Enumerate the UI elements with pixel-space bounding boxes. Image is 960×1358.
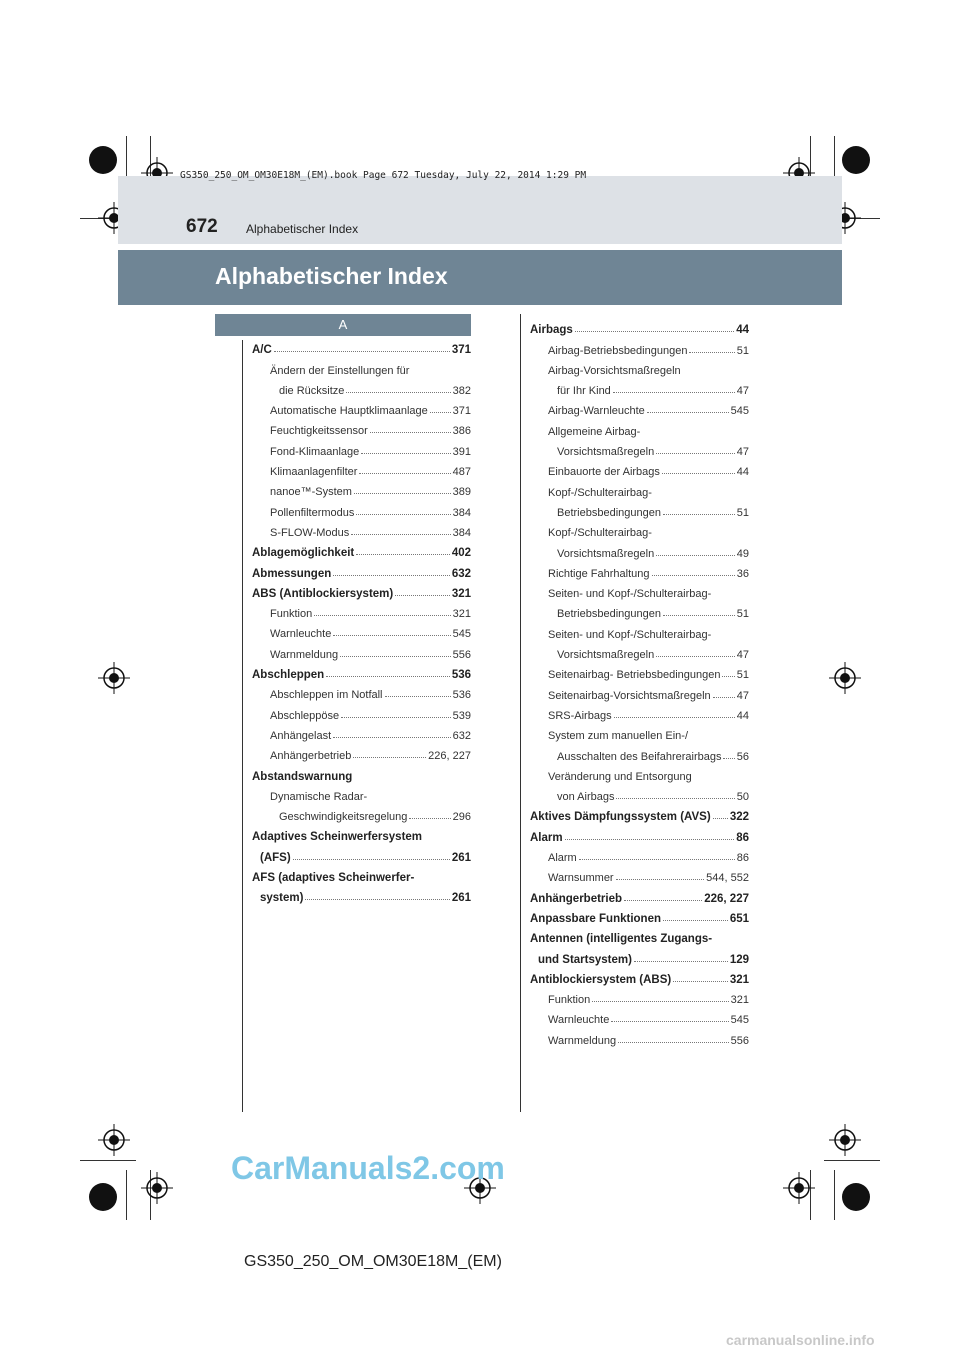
dot-leader <box>385 696 451 697</box>
header-section-title: Alphabetischer Index <box>246 222 359 236</box>
index-entry-term: für Ihr Kind <box>557 385 611 398</box>
dot-leader <box>713 697 735 698</box>
index-entry <box>530 357 749 377</box>
index-entry-term: Pollenfiltermodus <box>270 506 355 519</box>
index-entry-term: Kopf-/Schulterairbag- <box>548 527 652 540</box>
dot-leader <box>353 757 426 758</box>
crop-line <box>80 1160 136 1161</box>
index-entry <box>252 397 471 417</box>
index-entry <box>252 843 471 863</box>
index-entry-page: 47 <box>736 385 749 398</box>
index-entry <box>530 844 749 864</box>
index-entry <box>252 661 471 681</box>
dot-leader <box>662 473 735 474</box>
index-entry-term: Einbauorte der Airbags <box>548 466 660 479</box>
dot-leader <box>333 635 450 636</box>
index-entry <box>530 499 749 519</box>
index-entry-term: Anhängerbetrieb <box>270 750 352 763</box>
index-entry-term: Dynamische Radar- <box>270 790 368 803</box>
index-entry-term: Abschleppen <box>252 669 325 682</box>
index-entry <box>252 620 471 640</box>
index-entry <box>530 661 749 681</box>
dot-leader <box>333 575 450 576</box>
index-entry-term: Aktives Dämpfungssystem (AVS) <box>530 811 711 824</box>
index-entry-term: Fond-Klimaanlage <box>270 445 360 458</box>
index-entry-term: Airbag-Vorsichtsmaßregeln <box>548 364 681 377</box>
dot-leader <box>713 818 728 819</box>
index-entry-page: 556 <box>452 648 471 661</box>
index-entry <box>252 377 471 397</box>
index-entry-term: Adaptives Scheinwerfersystem <box>252 831 423 844</box>
dot-leader <box>395 595 450 596</box>
index-entry-page: 129 <box>729 953 749 966</box>
index-entry-term: Ausschalten des Beifahrerairbags <box>557 750 722 763</box>
dot-leader <box>613 392 735 393</box>
dot-leader <box>618 1042 729 1043</box>
index-entry <box>530 620 749 640</box>
index-entry-term: Vorsichtsmaßregeln <box>557 446 655 459</box>
index-entry-page: 382 <box>452 384 471 397</box>
dot-leader <box>575 331 734 332</box>
dot-leader <box>647 412 729 413</box>
index-entry <box>252 742 471 762</box>
index-entry <box>530 560 749 580</box>
index-entry-page: 56 <box>736 750 749 763</box>
index-entry <box>252 681 471 701</box>
index-entry-term: Anpassbare Funktionen <box>530 912 661 925</box>
index-entry-page: 44 <box>736 324 749 337</box>
index-entry <box>530 763 749 783</box>
index-entry <box>530 742 749 762</box>
page-title: Alphabetischer Index <box>215 263 448 289</box>
index-entry-page: 226, 227 <box>704 892 749 905</box>
index-entry-page: 536 <box>451 669 471 682</box>
dot-leader <box>305 899 449 900</box>
index-entry <box>252 823 471 843</box>
index-entry-term: Klimaanlagenfilter <box>270 466 358 479</box>
index-entry-page: 371 <box>451 344 471 357</box>
column-rule-middle <box>520 314 521 1112</box>
index-entry-page: 391 <box>452 445 471 458</box>
index-entry <box>530 945 749 965</box>
index-entry <box>530 438 749 458</box>
index-entry <box>530 722 749 742</box>
index-entry-page: 487 <box>452 466 471 479</box>
index-entry-page: 556 <box>730 1034 749 1047</box>
index-entry-term: Warnmeldung <box>270 648 339 661</box>
registration-blob-icon <box>842 1183 870 1211</box>
index-entry-page: 44 <box>736 709 749 722</box>
index-entry-page: 386 <box>452 425 471 438</box>
registration-blob-icon <box>842 146 870 174</box>
index-entry <box>252 864 471 884</box>
index-entry-term: Alarm <box>548 852 577 865</box>
registration-target-icon <box>98 662 130 694</box>
index-entry-page: 86 <box>736 852 749 865</box>
registration-target-icon <box>829 662 861 694</box>
dot-leader <box>592 1001 728 1002</box>
dot-leader <box>663 615 735 616</box>
index-entry <box>530 458 749 478</box>
index-entry-term: Geschwindigkeitsregelung <box>279 811 408 824</box>
index-entry <box>530 417 749 437</box>
watermark: CarManuals2.com <box>231 1150 505 1186</box>
index-entry <box>530 397 749 417</box>
index-entry-term: Seitenairbag- Betriebsbedingungen <box>548 669 721 682</box>
index-entry <box>252 458 471 478</box>
index-entry-term: Warnleuchte <box>548 1014 610 1027</box>
dot-leader <box>723 758 734 759</box>
dot-leader <box>611 1021 728 1022</box>
index-entry-page: 384 <box>452 526 471 539</box>
index-entry-term: ABS (Antiblockiersystem) <box>252 587 394 600</box>
index-entry-term: Betriebsbedingungen <box>557 608 661 621</box>
index-entry-page: 51 <box>736 669 749 682</box>
index-entry-page: 261 <box>451 892 471 905</box>
index-entry-page: 226, 227 <box>428 750 471 763</box>
index-entry <box>252 580 471 600</box>
dot-leader <box>616 879 705 880</box>
book-info-line: GS350_250_OM_OM30E18M_(EM).book Page 672 Tuesday, July 22, 2014 1:29 PM <box>180 170 587 181</box>
dot-leader <box>346 392 450 393</box>
index-entry-term: Veränderung und Entsorgung <box>548 770 692 783</box>
index-entry-page: 47 <box>736 649 749 662</box>
index-entry <box>252 783 471 803</box>
index-entry <box>252 437 471 457</box>
index-entry-term: A/C <box>252 344 272 357</box>
index-entry-term: Automatische Hauptklimaanlage <box>270 405 428 418</box>
index-entry-term: SRS-Airbags <box>548 709 612 722</box>
dot-leader <box>356 554 450 555</box>
index-entry-page: 321 <box>730 994 749 1007</box>
dot-leader <box>689 352 734 353</box>
index-entry-term: die Rücksitze <box>279 384 345 397</box>
index-entry-term: Funktion <box>548 994 591 1007</box>
dot-leader <box>614 717 735 718</box>
index-entry <box>252 884 471 904</box>
index-entry-term: Anhängelast <box>270 729 332 742</box>
index-entry-term: Seiten- und Kopf-/Schulterairbag- <box>548 588 712 601</box>
index-entry-term: System zum manuellen Ein-/ <box>548 730 688 743</box>
index-entry-term: Warnleuchte <box>270 628 332 641</box>
dot-leader <box>673 981 728 982</box>
index-entry-page: 321 <box>729 973 749 986</box>
index-entry-page: 632 <box>451 567 471 580</box>
crop-line <box>126 1170 127 1220</box>
index-entry-term: nanoe™-System <box>270 486 352 499</box>
dot-leader <box>341 717 451 718</box>
index-entry <box>252 356 471 376</box>
index-entry-term: Abmessungen <box>252 567 332 580</box>
index-entry-page: 261 <box>451 851 471 864</box>
index-entry <box>252 559 471 579</box>
index-entry-term: Vorsichtsmaßregeln <box>557 547 655 560</box>
index-column-left <box>252 336 471 904</box>
index-entry-term: Seiten- und Kopf-/Schulterairbag- <box>548 628 712 641</box>
index-entry-term: Funktion <box>270 608 313 621</box>
index-entry-term: S-FLOW-Modus <box>270 526 350 539</box>
index-entry <box>252 519 471 539</box>
dot-leader <box>663 514 735 515</box>
index-entry-term: von Airbags <box>557 791 615 804</box>
index-entry-term: Airbag-Betriebsbedingungen <box>548 344 688 357</box>
index-entry-term: Abstandswarnung <box>252 770 353 783</box>
index-entry <box>252 762 471 782</box>
crop-line <box>834 1170 835 1220</box>
index-entry-term: Feuchtigkeitssensor <box>270 425 368 438</box>
index-entry-page: 49 <box>736 547 749 560</box>
dot-leader <box>663 920 728 921</box>
section-letter-bar: A <box>215 314 471 336</box>
watermark-secondary: carmanualsonline.info <box>726 1332 875 1348</box>
index-entry-term: Kopf-/Schulterairbag- <box>548 486 652 499</box>
dot-leader <box>314 615 450 616</box>
index-entry-page: 44 <box>736 466 749 479</box>
index-entry <box>252 803 471 823</box>
index-entry-page: 536 <box>452 689 471 702</box>
index-entry <box>252 539 471 559</box>
index-entry <box>530 377 749 397</box>
dot-leader <box>356 514 450 515</box>
index-entry-page: 47 <box>736 689 749 702</box>
index-entry-page: 51 <box>736 608 749 621</box>
dot-leader <box>409 818 450 819</box>
index-entry-page: 632 <box>452 729 471 742</box>
index-entry <box>252 478 471 498</box>
index-column-right <box>530 316 749 1047</box>
dot-leader <box>722 676 734 677</box>
index-entry <box>530 1006 749 1026</box>
index-entry-term: Alarm <box>530 831 563 844</box>
dot-leader <box>579 859 735 860</box>
dot-leader <box>616 798 734 799</box>
dot-leader <box>656 453 735 454</box>
footer-doc-code: GS350_250_OM_OM30E18M_(EM) <box>244 1253 502 1270</box>
dot-leader <box>354 493 451 494</box>
index-entry-term: Abschleppen im Notfall <box>270 689 383 702</box>
dot-leader <box>565 839 735 840</box>
dot-leader <box>656 555 735 556</box>
index-entry <box>252 600 471 620</box>
index-entry-term: Ablagemöglichkeit <box>252 547 355 560</box>
index-entry-term: Airbags <box>530 324 573 337</box>
index-entry-page: 36 <box>736 567 749 580</box>
dot-leader <box>333 737 450 738</box>
index-entry <box>530 1026 749 1046</box>
index-entry <box>530 519 749 539</box>
index-entry <box>530 478 749 498</box>
dot-leader <box>656 656 735 657</box>
dot-leader <box>634 961 728 962</box>
index-entry <box>530 316 749 336</box>
index-entry-page: 539 <box>452 709 471 722</box>
index-entry <box>252 498 471 518</box>
index-entry-page: 651 <box>729 912 749 925</box>
index-entry-term: Warnsummer <box>548 872 614 885</box>
index-entry-page: 296 <box>452 811 471 824</box>
index-entry-term: Betriebsbedingungen <box>557 506 661 519</box>
index-entry-term: Airbag-Warnleuchte <box>548 405 645 418</box>
dot-leader <box>326 676 450 677</box>
registration-target-icon <box>98 1124 130 1156</box>
dot-leader <box>652 575 735 576</box>
crop-line <box>824 1160 880 1161</box>
index-entry-page: 402 <box>451 547 471 560</box>
index-entry-term: Anhängerbetrieb <box>530 892 623 905</box>
index-entry <box>530 681 749 701</box>
index-entry-page: 384 <box>452 506 471 519</box>
index-entry <box>530 925 749 945</box>
dot-leader <box>293 859 450 860</box>
index-entry-term: Richtige Fahrhaltung <box>548 567 650 580</box>
index-entry-page: 47 <box>736 446 749 459</box>
index-entry-term: (AFS) <box>260 851 291 864</box>
index-entry-page: 322 <box>729 811 749 824</box>
index-entry <box>530 336 749 356</box>
index-entry <box>530 966 749 986</box>
index-entry <box>252 336 471 356</box>
index-entry-page: 321 <box>452 608 471 621</box>
page-number: 672 <box>186 216 218 237</box>
index-entry <box>530 803 749 823</box>
dot-leader <box>624 900 702 901</box>
index-entry-page: 544, 552 <box>706 872 749 885</box>
header-band <box>118 176 842 244</box>
index-entry <box>530 539 749 559</box>
index-entry <box>530 783 749 803</box>
registration-target-icon <box>783 1172 815 1204</box>
index-entry <box>530 580 749 600</box>
index-entry-term: Antennen (intelligentes Zugangs- <box>530 933 713 946</box>
index-entry-page: 51 <box>736 506 749 519</box>
index-entry <box>530 702 749 722</box>
index-entry <box>530 823 749 843</box>
column-rule-left <box>242 340 243 1112</box>
index-entry-page: 545 <box>452 628 471 641</box>
registration-blob-icon <box>89 146 117 174</box>
dot-leader <box>370 432 451 433</box>
index-entry-page: 545 <box>730 1014 749 1027</box>
dot-leader <box>359 473 450 474</box>
index-entry-term: und Startsystem) <box>538 953 632 966</box>
index-entry <box>252 640 471 660</box>
index-entry <box>252 701 471 721</box>
dot-leader <box>340 656 451 657</box>
dot-leader <box>430 412 451 413</box>
index-entry-page: 86 <box>736 831 749 844</box>
registration-target-icon <box>141 1172 173 1204</box>
index-entry-term: Vorsichtsmaßregeln <box>557 649 655 662</box>
index-entry-term: Antiblockiersystem (ABS) <box>530 973 672 986</box>
index-entry-term: Warnmeldung <box>548 1034 617 1047</box>
index-entry <box>530 600 749 620</box>
index-entry <box>252 417 471 437</box>
index-entry-page: 389 <box>452 486 471 499</box>
index-entry-term: Allgemeine Airbag- <box>548 425 641 438</box>
index-entry-term: Ändern der Einstellungen für <box>270 364 410 377</box>
index-entry <box>530 641 749 661</box>
index-entry <box>530 884 749 904</box>
index-entry-page: 371 <box>452 405 471 418</box>
dot-leader <box>361 453 450 454</box>
index-entry-page: 321 <box>451 587 471 600</box>
index-entry-term: system) <box>260 892 304 905</box>
registration-blob-icon <box>89 1183 117 1211</box>
index-entry <box>252 722 471 742</box>
index-entry-page: 50 <box>736 791 749 804</box>
dot-leader <box>274 351 450 352</box>
index-entry <box>530 986 749 1006</box>
registration-target-icon <box>829 1124 861 1156</box>
index-entry-page: 545 <box>730 405 749 418</box>
index-entry-term: AFS (adaptives Scheinwerfer- <box>252 872 415 885</box>
index-entry <box>530 864 749 884</box>
index-entry <box>530 905 749 925</box>
dot-leader <box>351 534 450 535</box>
index-entry-term: Abschleppöse <box>270 709 340 722</box>
index-entry-term: Seitenairbag-Vorsichtsmaßregeln <box>548 689 711 702</box>
index-entry-page: 51 <box>736 344 749 357</box>
